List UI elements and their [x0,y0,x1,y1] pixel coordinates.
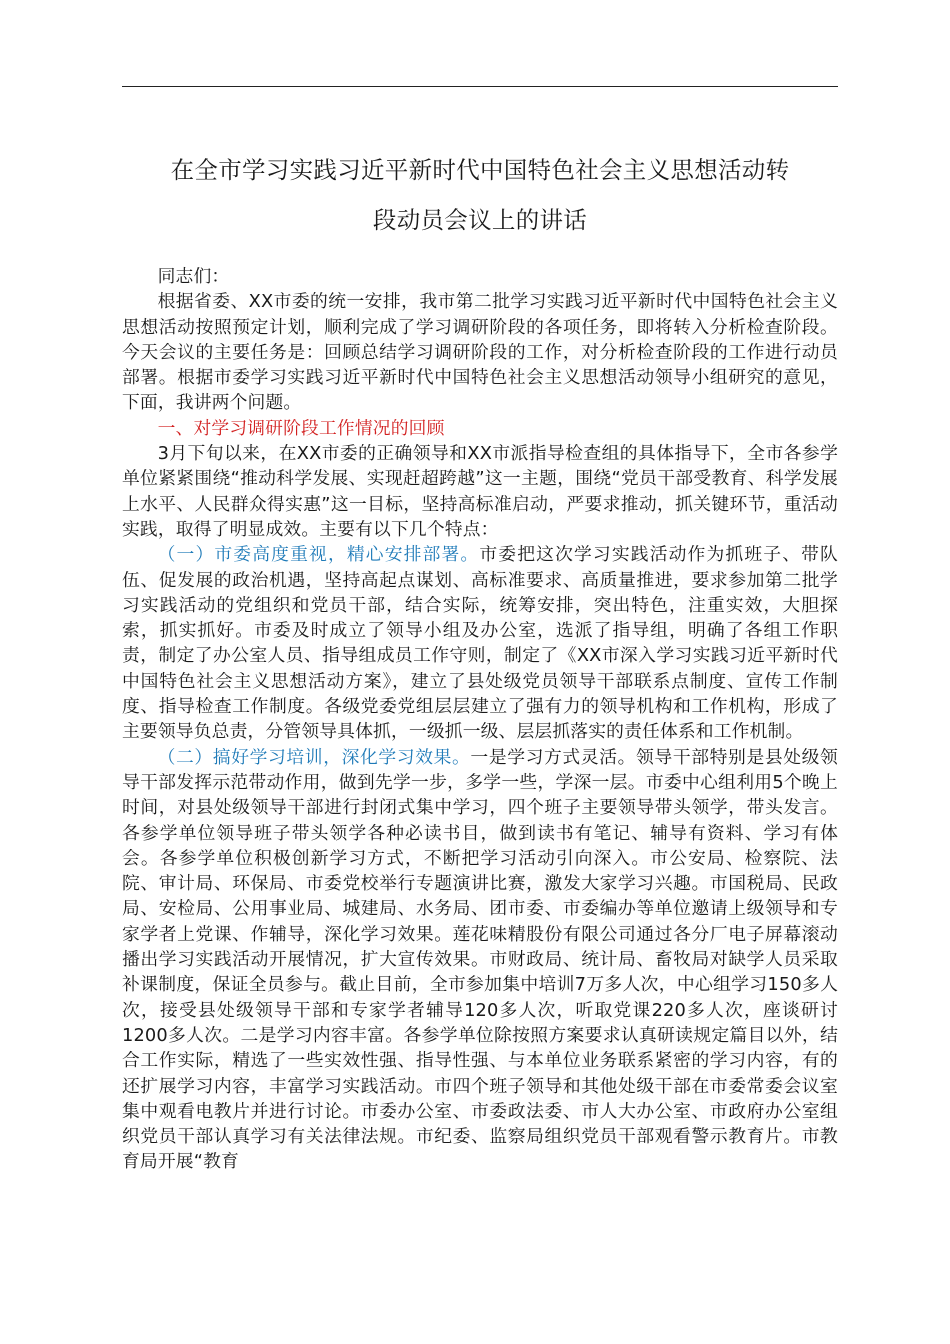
point-2-paragraph [122,745,838,1175]
point-2-heading: （二）搞好学习培训，深化学习效果。 [157,746,471,768]
point-1-paragraph [122,542,838,744]
document-body [122,264,838,1175]
title-line-2: 段动员会议上的讲话 [372,206,588,234]
section-1-intro-paragraph: 3月下旬以来，在XX市委的正确领导和XX市派指导检查组的具体指导下，全市各参学单位紧紧围绕“推动科学发展、实现赶超跨越”这一主题，围绕“党员干部受教育、科学发展上水平、人民群众得实惠”这一目标，坚持高标准启动，严要求推动，抓关键环节，重活动实践，取得了明显成效。主要有以下几个特点： [122,443,838,540]
salutation: 同志们： [157,266,230,287]
header-rule [122,86,838,87]
intro-paragraph: 根据省委、XX市委的统一安排，我市第二批学习实践习近平新时代中国特色社会主义思想活动按照预定计划，顺利完成了学习调研阶段的各项任务，即将转入分析检查阶段。今天会议的主要任务是：回顾总结学习调研阶段的工作，对分析检查阶段的工作进行动员部署。根据市委学习实践习近平新时代中国特色社会主义思想活动领导小组研究的意见，下面，我讲两个问题。 [122,291,838,414]
point-1-heading: （一）市委高度重视，精心安排部署。 [157,544,480,566]
point-1-text: 市委把这次学习实践活动作为抓班子、带队伍、促发展的政治机遇，坚持高起点谋划、高标准要求、高质量推进，要求参加第二批学习实践活动的党组织和党员干部，结合实际，统筹安排，突出特色，注重实效，大胆探索，抓实抓好。市委及时成立了领导小组及办公室，选派了指导组，明确了各组工作职责，制定了办公室人员、指导组成员工作守则，制定了《XX市深入学习实践习近平新时代中国特色社会主义思想活动方案》，建立了县处级党员领导干部联系点制度、宣传工作制度、指导检查工作制度。各级党委党组层层建立了强有力的领导机构和工作机构，形成了主要领导负总责，分管领导具体抓，一级抓一级、层层抓落实的责任体系和工作机制。 [122,544,838,743]
point-2-text: 一是学习方式灵活。领导干部特别是县处级领导干部发挥示范带动作用，做到先学一步，多学一些，学深一层。市委中心组利用5个晚上时间，对县处级领导干部进行封闭式集中学习，四个班子主要领导带头领学，带头发言。各参学单位领导班子带头领学各种必读书目，做到读书有笔记、辅导有资料、学习有体会。各参学单位积极创新学习方式，不断把学习活动引向深入。市公安局、检察院、法院、审计局、环保局、市委党校举行专题演讲比赛，激发大家学习兴趣。市国税局、民政局、安检局、公用事业局、城建局、水务局、团市委、市委编办等单位邀请上级领导和专家学者上党课、作辅导，深化学习效果。莲花味精股份有限公司通过各分厂电子屏幕滚动播出学习实践活动开展情况，扩大宣传效果。市财政局、统计局、畜牧局对缺学人员采取补课制度，保证全员参与。截止目前，全市参加集中培训7万多人次，中心组学习150多人次，接受县处级领导干部和专家学者辅导120多人次，听取党课220多人次，座谈研讨1200多人次。二是学习内容丰富。各参学单位除按照方案要求认真研读规定篇目以外，结合工作实际，精选了一些实效性强、指导性强、与本单位业务联系紧密的学习内容，有的还扩展学习内容，丰富学习实践活动。市四个班子领导和其他处级干部在市委常委会议室集中观看电教片并进行讨论。市委办公室、市委政法委、市人大办公室、市政府办公室组织党员干部认真学习有关法律法规。市纪委、监察局组织党员干部观看警示教育片。市教育局开展“教育 [122,746,838,1173]
section-heading-1: 一、对学习调研阶段工作情况的回顾 [157,417,445,439]
document-title [122,145,838,245]
title-line-1: 在全市学习实践习近平新时代中国特色社会主义思想活动转 [170,156,790,184]
